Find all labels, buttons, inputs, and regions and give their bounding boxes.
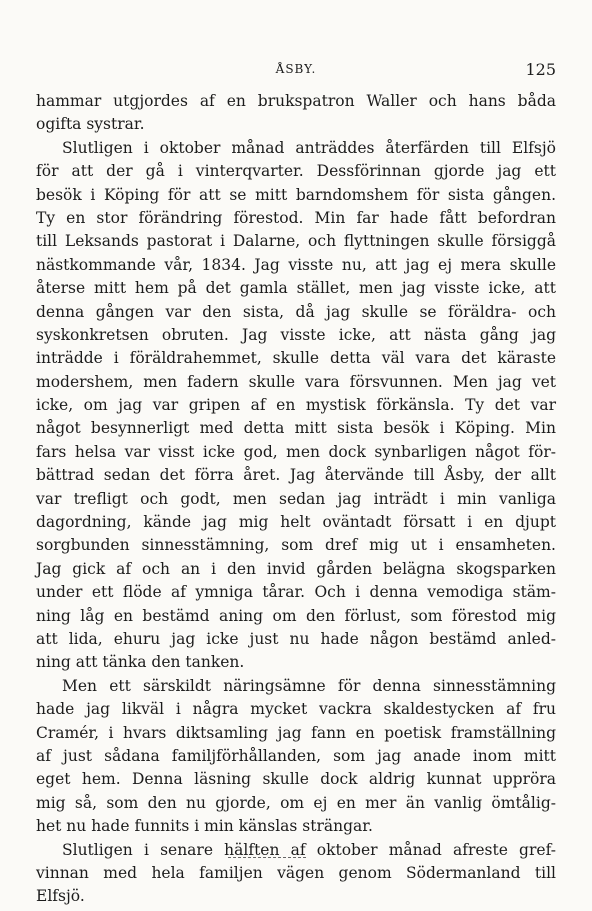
text-line: af just sådana familjförhållanden, som jag anade inom mitt bbox=[36, 746, 556, 765]
text-line: nästkommande vår, 1834. Jag visste nu, att jag ej mera skulle bbox=[36, 255, 556, 274]
text-line: för att der gå i vinterqvarter. Dessförinnan gjorde jag ett bbox=[36, 162, 556, 181]
body-text bbox=[36, 90, 556, 909]
text-line: denna gången var den sista, då jag skulle se föräldra- och bbox=[36, 302, 556, 321]
text-line: Men ett särskildt näringsämne för denna sinnesstämning bbox=[62, 676, 556, 695]
page-number: 125 bbox=[525, 60, 556, 79]
text-line: Slutligen i oktober månad anträddes återfärden till Elfsjö bbox=[62, 138, 556, 157]
text-line: hade jag likväl i några mycket vackra skaldestycken af fru bbox=[36, 700, 556, 719]
text-line: hammar utgjordes af en brukspatron Waller och hans båda bbox=[36, 92, 556, 110]
running-head: ÅSBY. bbox=[275, 62, 317, 76]
text-line: återse mitt hem på det gamla stället, men jag visste icke, att bbox=[36, 279, 556, 298]
text-line: något besynnerligt med detta mitt sista besök i Köping. Min bbox=[36, 419, 556, 438]
text-line: besök i Köping för att se mitt barndomshem för sista gången. bbox=[36, 185, 556, 204]
text-line: icke, om jag var gripen af en mystisk förkänsla. Ty det var bbox=[36, 396, 556, 415]
text-line: syskonkretsen obruten. Jag visste icke, att nästa gång jag bbox=[36, 325, 556, 344]
text-line: ogifta systrar. bbox=[36, 115, 145, 134]
text-line: fars helsa var visst icke god, men dock synbarligen något för- bbox=[36, 442, 556, 461]
text-line: var trefligt och godt, men sedan jag inträdt i min vanliga bbox=[36, 489, 556, 508]
text-line: mig så, som den nu gjorde, om ej en mer än vanlig ömtålig- bbox=[36, 793, 556, 812]
text-line: Elfsjö. bbox=[36, 887, 85, 906]
text-line: dagordning, kände jag mig helt oväntadt försatt i en djupt bbox=[36, 513, 556, 532]
text-line: het nu hade funnits i min känslas strängar. bbox=[36, 817, 373, 836]
text-line: modershem, men fadern skulle vara försvunnen. Men jag vet bbox=[36, 372, 556, 391]
text-line: vinnan med hela familjen vägen genom Södermanland till bbox=[36, 863, 556, 882]
text-line: till Leksands pastorat i Dalarne, och flyttningen skulle försiggå bbox=[36, 232, 556, 251]
page-header bbox=[36, 62, 556, 84]
text-line: bättrad sedan det förra året. Jag återvände till Åsby, der allt bbox=[36, 466, 556, 485]
text-line: under ett flöde af ymniga tårar. Och i denna vemodiga stäm- bbox=[36, 583, 556, 602]
text-line: ning att tänka den tanken. bbox=[36, 653, 245, 672]
text-line: inträdde i föräldrahemmet, skulle detta väl vara det käraste bbox=[36, 349, 556, 368]
text-line: Cramér, i hvars diktsamling jag fann en poetisk framställning bbox=[36, 723, 556, 742]
text-line: eget hem. Denna läsning skulle dock aldrig kunnat uppröra bbox=[36, 770, 556, 789]
text-line: Ty en stor förändring förestod. Min far hade fått befordran bbox=[36, 208, 556, 227]
text-line: Slutligen i senare hälften af oktober månad afreste gref- bbox=[62, 840, 556, 859]
end-ornament-rule bbox=[228, 857, 306, 858]
text-line: Jag gick af och an i den invid gården belägna skogsparken bbox=[36, 559, 556, 578]
text-line: ning låg en bestämd aning om den förlust, som förestod mig bbox=[36, 606, 556, 625]
text-line: att lida, ehuru jag icke just nu hade någon bestämd anled- bbox=[36, 629, 556, 648]
text-line: sorgbunden sinnesstämning, som dref mig ut i ensamheten. bbox=[36, 536, 556, 555]
